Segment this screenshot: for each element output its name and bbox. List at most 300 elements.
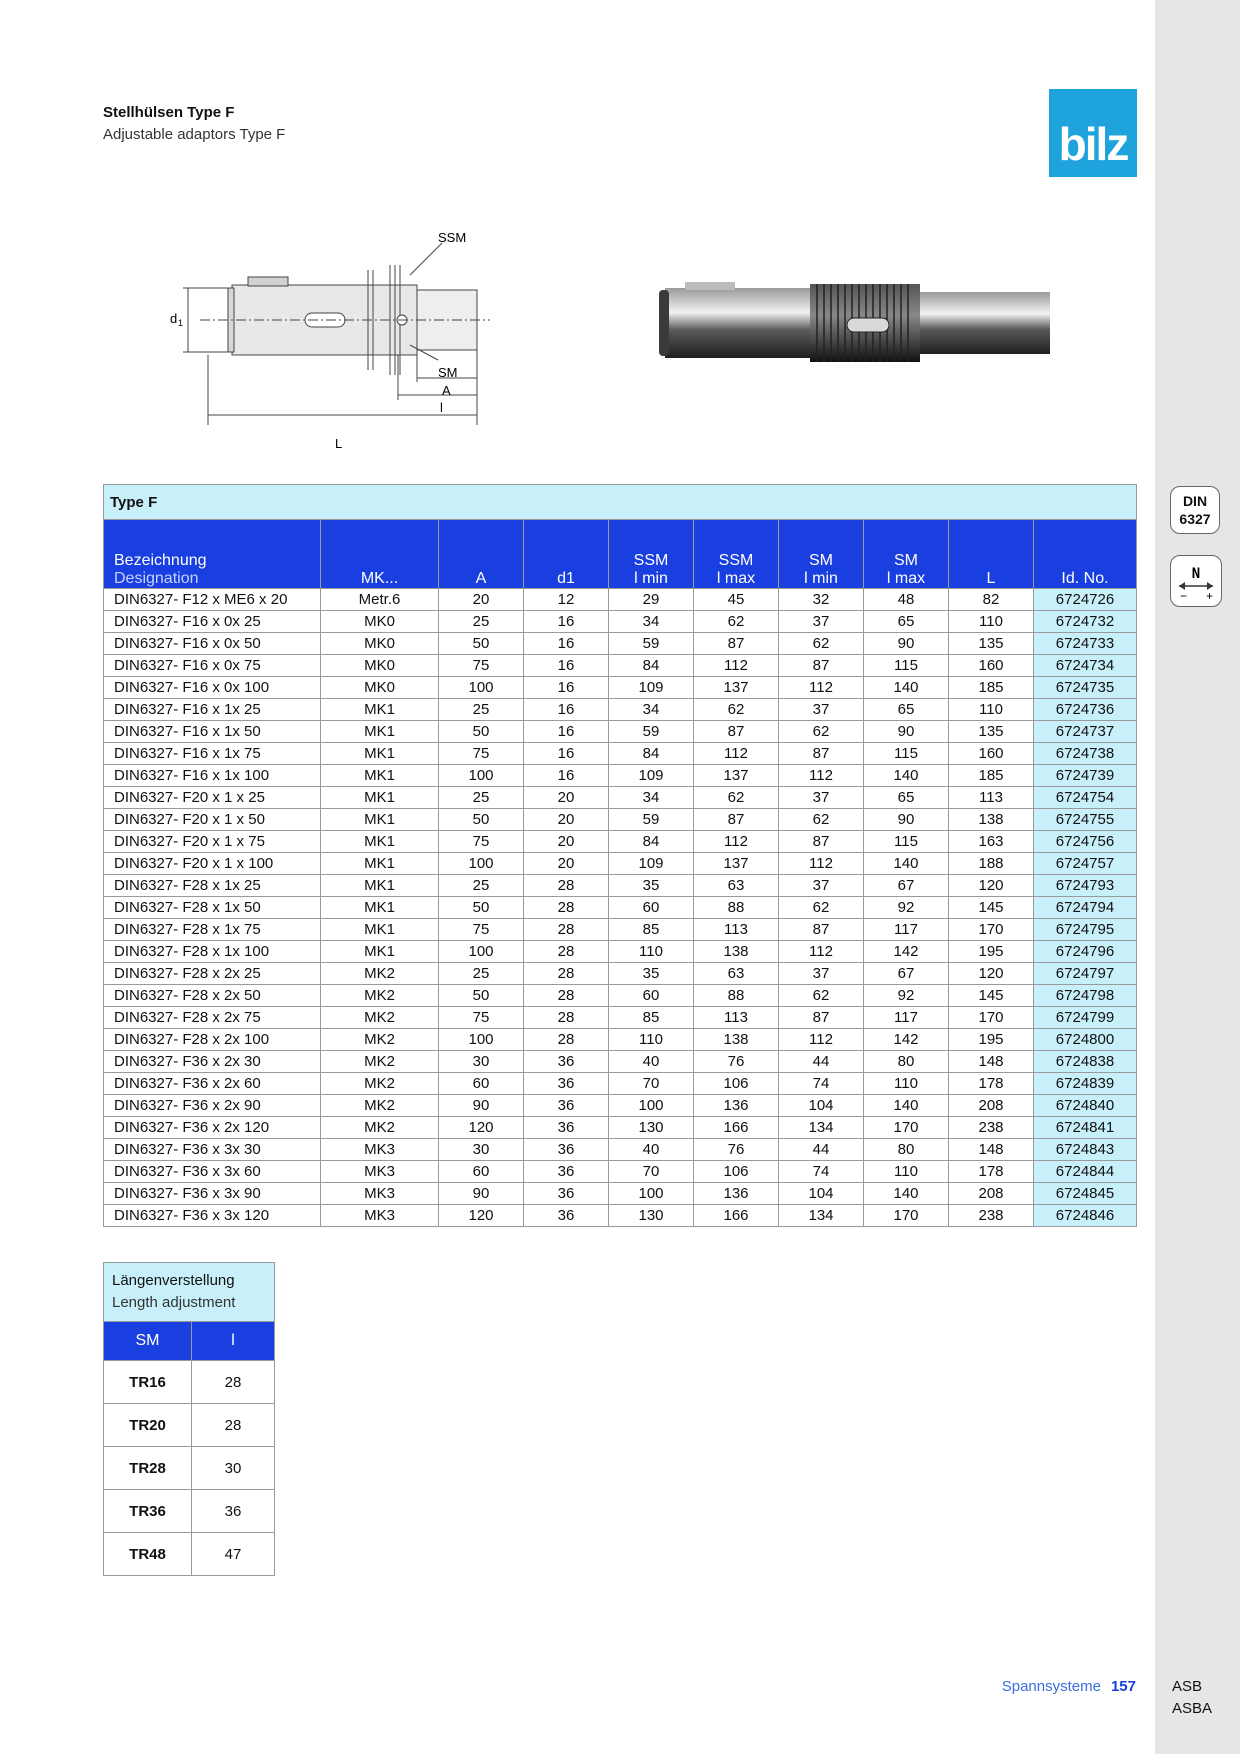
table-cell: 6724735 [1034, 677, 1137, 699]
table-cell: 170 [949, 1007, 1034, 1029]
table-cell: 16 [524, 611, 609, 633]
col-sm-lmax-top: SM [894, 552, 918, 569]
table-cell: 12 [524, 589, 609, 611]
table-cell: 238 [949, 1205, 1034, 1227]
table-cell: 208 [949, 1183, 1034, 1205]
table-cell: 106 [694, 1073, 779, 1095]
table-row [104, 721, 1137, 743]
page-number: 157 [1110, 1678, 1136, 1695]
table-cell: DIN6327- F28 x 1x 25 [104, 875, 321, 897]
table-cell: MK0 [321, 633, 439, 655]
table-cell: 75 [439, 919, 524, 941]
footer [1002, 1678, 1136, 1695]
length-l-cell: 28 [192, 1361, 275, 1404]
table-cell: 109 [609, 677, 694, 699]
table-cell: DIN6327- F16 x 0x 75 [104, 655, 321, 677]
table-cell: 140 [864, 765, 949, 787]
table-cell: 36 [524, 1161, 609, 1183]
table-cell: 90 [439, 1183, 524, 1205]
col-designation-label: Designation [114, 570, 199, 587]
col-sm-lmin-bot: l min [804, 570, 838, 587]
table-cell: 37 [779, 611, 864, 633]
length-sm-cell: TR20 [104, 1404, 192, 1447]
table-cell: 28 [524, 875, 609, 897]
table-cell: Metr.6 [321, 589, 439, 611]
table-row [104, 1205, 1137, 1227]
d1-label: d [170, 311, 178, 326]
table-cell: 120 [439, 1205, 524, 1227]
side-label-asba: ASBA [1172, 1700, 1213, 1717]
table-cell: 62 [779, 985, 864, 1007]
table-cell: 145 [949, 985, 1034, 1007]
table-cell: 166 [694, 1205, 779, 1227]
table-cell: 85 [609, 919, 694, 941]
table-cell: 85 [609, 1007, 694, 1029]
type-f-table-body [104, 589, 1137, 1227]
table-cell: 37 [779, 787, 864, 809]
page-title: Stellhülsen Type F [103, 104, 235, 121]
table-cell: 44 [779, 1139, 864, 1161]
table-cell: 136 [694, 1095, 779, 1117]
table-cell: 6724798 [1034, 985, 1137, 1007]
table-cell: DIN6327- F28 x 1x 100 [104, 941, 321, 963]
table-row [104, 1117, 1137, 1139]
table-cell: 62 [694, 611, 779, 633]
table-cell: 6724756 [1034, 831, 1137, 853]
table-cell: DIN6327- F36 x 2x 120 [104, 1117, 321, 1139]
table-row [104, 1051, 1137, 1073]
table-cell: 67 [864, 875, 949, 897]
table-row [104, 1095, 1137, 1117]
table-cell: 37 [779, 875, 864, 897]
table-cell: 6724732 [1034, 611, 1137, 633]
table-cell: 100 [439, 677, 524, 699]
table-cell: DIN6327- F20 x 1 x 50 [104, 809, 321, 831]
n-arrows-icon [1171, 556, 1221, 606]
product-photo [655, 270, 1065, 370]
table-row [104, 1161, 1137, 1183]
table-cell: 20 [439, 589, 524, 611]
table-cell: 74 [779, 1161, 864, 1183]
table-cell: 138 [694, 1029, 779, 1051]
table-cell: 185 [949, 677, 1034, 699]
table-cell: 109 [609, 765, 694, 787]
table-cell: 80 [864, 1139, 949, 1161]
table-cell: 67 [864, 963, 949, 985]
table-cell: 36 [524, 1095, 609, 1117]
d1-subscript: 1 [178, 318, 184, 328]
table-cell: 112 [779, 853, 864, 875]
table-cell: 6724841 [1034, 1117, 1137, 1139]
table-cell: 6724843 [1034, 1139, 1137, 1161]
table-cell: 63 [694, 875, 779, 897]
col-ssm-lmin-bot: l min [634, 570, 668, 587]
table-cell: 6724795 [1034, 919, 1137, 941]
table-cell: 100 [439, 765, 524, 787]
n-plus: + [1206, 589, 1214, 603]
table-cell: 62 [779, 897, 864, 919]
table-cell: 110 [949, 699, 1034, 721]
table-cell: 30 [439, 1051, 524, 1073]
table-cell: 87 [779, 743, 864, 765]
table-cell: MK1 [321, 721, 439, 743]
table-row [104, 677, 1137, 699]
table-cell: 82 [949, 589, 1034, 611]
table-cell: 37 [779, 963, 864, 985]
table-cell: DIN6327- F16 x 1x 100 [104, 765, 321, 787]
table-cell: 137 [694, 765, 779, 787]
table-cell: 195 [949, 1029, 1034, 1051]
table-cell: 92 [864, 897, 949, 919]
table-type-label: Type F [104, 485, 1137, 520]
table-cell: MK3 [321, 1139, 439, 1161]
table-cell: 16 [524, 677, 609, 699]
page-subtitle: Adjustable adaptors Type F [103, 126, 286, 143]
table-row [104, 941, 1137, 963]
length-l-cell: 28 [192, 1404, 275, 1447]
table-row [104, 699, 1137, 721]
table-cell: 65 [864, 699, 949, 721]
table-cell: 160 [949, 655, 1034, 677]
table-cell: DIN6327- F20 x 1 x 25 [104, 787, 321, 809]
length-adjustment-table [103, 1262, 275, 1576]
col-id: Id. No. [1034, 520, 1137, 589]
table-row [104, 1183, 1137, 1205]
table-cell: 112 [779, 765, 864, 787]
table-cell: DIN6327- F16 x 1x 50 [104, 721, 321, 743]
table-cell: 6724844 [1034, 1161, 1137, 1183]
table-cell: MK0 [321, 677, 439, 699]
table-cell: DIN6327- F28 x 1x 75 [104, 919, 321, 941]
table-row [104, 985, 1137, 1007]
length-l-cell: 47 [192, 1533, 275, 1576]
col-l: L [949, 520, 1034, 589]
table-cell: 25 [439, 963, 524, 985]
table-cell: 6724799 [1034, 1007, 1137, 1029]
table-cell: 84 [609, 655, 694, 677]
table-cell: 75 [439, 831, 524, 853]
table-cell: MK1 [321, 897, 439, 919]
length-title-de: Längenverstellung [112, 1272, 235, 1289]
table-cell: 87 [779, 655, 864, 677]
table-cell: 28 [524, 963, 609, 985]
length-adjustment-body [104, 1361, 275, 1576]
length-sm-cell: TR36 [104, 1490, 192, 1533]
table-cell: 110 [609, 1029, 694, 1051]
table-cell: 6724840 [1034, 1095, 1137, 1117]
table-cell: 6724793 [1034, 875, 1137, 897]
table-cell: 34 [609, 611, 694, 633]
table-cell: 6724757 [1034, 853, 1137, 875]
table-cell: 74 [779, 1073, 864, 1095]
table-cell: 50 [439, 897, 524, 919]
right-sidebar [1155, 0, 1240, 1754]
footer-section: Spannsysteme [1001, 1678, 1101, 1695]
table-cell: 137 [694, 853, 779, 875]
table-cell: MK2 [321, 1007, 439, 1029]
table-cell: DIN6327- F28 x 2x 75 [104, 1007, 321, 1029]
table-cell: 34 [609, 699, 694, 721]
table-cell: 6724845 [1034, 1183, 1137, 1205]
table-cell: 60 [439, 1073, 524, 1095]
table-cell: 138 [949, 809, 1034, 831]
table-cell: MK2 [321, 1073, 439, 1095]
table-cell: 100 [609, 1183, 694, 1205]
table-cell: 36 [524, 1051, 609, 1073]
table-cell: MK2 [321, 1117, 439, 1139]
table-cell: 80 [864, 1051, 949, 1073]
table-cell: 136 [694, 1183, 779, 1205]
table-cell: 110 [949, 611, 1034, 633]
table-row [104, 589, 1137, 611]
length-row [104, 1404, 275, 1447]
table-cell: 84 [609, 743, 694, 765]
table-cell: 120 [439, 1117, 524, 1139]
table-cell: 87 [779, 831, 864, 853]
table-cell: 29 [609, 589, 694, 611]
table-row [104, 787, 1137, 809]
length-sm-cell: TR48 [104, 1533, 192, 1576]
n-letter: N [1191, 566, 1201, 582]
table-cell: 16 [524, 699, 609, 721]
table-cell: 50 [439, 809, 524, 831]
table-cell: DIN6327- F28 x 2x 50 [104, 985, 321, 1007]
table-cell: 134 [779, 1117, 864, 1139]
table-cell: 60 [609, 985, 694, 1007]
table-cell: 16 [524, 743, 609, 765]
table-row [104, 633, 1137, 655]
table-cell: 70 [609, 1161, 694, 1183]
sm-label: SM [438, 365, 458, 380]
table-cell: DIN6327- F28 x 2x 100 [104, 1029, 321, 1051]
col-designation [104, 520, 321, 589]
table-cell: 59 [609, 809, 694, 831]
table-cell: 110 [864, 1161, 949, 1183]
table-cell: 6724796 [1034, 941, 1137, 963]
n-minus: − [1180, 589, 1188, 603]
col-ssm-lmin-top: SSM [633, 552, 669, 569]
table-cell: 59 [609, 633, 694, 655]
table-cell: DIN6327- F16 x 1x 75 [104, 743, 321, 765]
table-cell: MK3 [321, 1183, 439, 1205]
table-cell: MK2 [321, 985, 439, 1007]
table-cell: DIN6327- F16 x 1x 25 [104, 699, 321, 721]
table-cell: 50 [439, 985, 524, 1007]
table-cell: 100 [609, 1095, 694, 1117]
table-cell: 60 [439, 1161, 524, 1183]
table-cell: 37 [779, 699, 864, 721]
table-cell: 28 [524, 1007, 609, 1029]
table-cell: 6724726 [1034, 589, 1137, 611]
table-cell: 20 [524, 853, 609, 875]
table-cell: 104 [779, 1095, 864, 1117]
table-cell: 188 [949, 853, 1034, 875]
table-cell: 112 [694, 743, 779, 765]
table-row [104, 1139, 1137, 1161]
table-cell: 163 [949, 831, 1034, 853]
table-row [104, 963, 1137, 985]
table-cell: 112 [694, 655, 779, 677]
table-cell: 135 [949, 721, 1034, 743]
col-sm-lmin [779, 520, 864, 589]
table-cell: 35 [609, 875, 694, 897]
table-row [104, 853, 1137, 875]
table-cell: 6724838 [1034, 1051, 1137, 1073]
table-cell: DIN6327- F16 x 0x 50 [104, 633, 321, 655]
table-cell: MK1 [321, 787, 439, 809]
table-cell: 140 [864, 1183, 949, 1205]
table-cell: 36 [524, 1205, 609, 1227]
length-sm-cell: TR28 [104, 1447, 192, 1490]
table-cell: 62 [779, 721, 864, 743]
table-cell: 50 [439, 721, 524, 743]
table-cell: 25 [439, 875, 524, 897]
col-d1: d1 [524, 520, 609, 589]
table-cell: 6724738 [1034, 743, 1137, 765]
table-cell: 109 [609, 853, 694, 875]
length-sm-cell: TR16 [104, 1361, 192, 1404]
col-a: A [439, 520, 524, 589]
table-cell: 145 [949, 897, 1034, 919]
col-mk: MK... [321, 520, 439, 589]
table-cell: 113 [694, 919, 779, 941]
table-cell: 35 [609, 963, 694, 985]
table-cell: 142 [864, 941, 949, 963]
table-cell: 178 [949, 1073, 1034, 1095]
table-cell: DIN6327- F28 x 2x 25 [104, 963, 321, 985]
bilz-logo: bilz [1049, 89, 1137, 177]
table-cell: MK3 [321, 1205, 439, 1227]
table-cell: 6724800 [1034, 1029, 1137, 1051]
table-cell: DIN6327- F28 x 1x 50 [104, 897, 321, 919]
table-cell: MK1 [321, 853, 439, 875]
table-cell: 90 [864, 809, 949, 831]
table-cell: 148 [949, 1139, 1034, 1161]
table-cell: 112 [779, 941, 864, 963]
length-l-cell: 36 [192, 1490, 275, 1533]
table-cell: DIN6327- F36 x 3x 90 [104, 1183, 321, 1205]
length-row [104, 1490, 275, 1533]
table-cell: MK2 [321, 1029, 439, 1051]
table-cell: 88 [694, 897, 779, 919]
table-cell: 32 [779, 589, 864, 611]
table-cell: MK0 [321, 611, 439, 633]
length-row [104, 1447, 275, 1490]
table-cell: 36 [524, 1117, 609, 1139]
table-cell: 44 [779, 1051, 864, 1073]
col-ssm-lmax-top: SSM [718, 552, 754, 569]
table-cell: 134 [779, 1205, 864, 1227]
table-cell: 117 [864, 1007, 949, 1029]
table-cell: 92 [864, 985, 949, 1007]
table-cell: 90 [439, 1095, 524, 1117]
table-cell: 142 [864, 1029, 949, 1051]
side-label-asb: ASB [1172, 1678, 1203, 1695]
table-cell: 28 [524, 919, 609, 941]
table-cell: DIN6327- F16 x 0x 25 [104, 611, 321, 633]
table-cell: 87 [694, 633, 779, 655]
table-cell: 130 [609, 1205, 694, 1227]
table-row [104, 1073, 1137, 1095]
length-row [104, 1361, 275, 1404]
table-row [104, 765, 1137, 787]
col-sm-lmin-top: SM [809, 552, 833, 569]
table-cell: 88 [694, 985, 779, 1007]
table-cell: 112 [694, 831, 779, 853]
table-cell: 6724736 [1034, 699, 1137, 721]
table-cell: 110 [864, 1073, 949, 1095]
table-cell: 6724794 [1034, 897, 1137, 919]
table-cell: DIN6327- F12 x ME6 x 20 [104, 589, 321, 611]
table-cell: 87 [694, 809, 779, 831]
table-row [104, 611, 1137, 633]
table-cell: 28 [524, 1029, 609, 1051]
table-cell: 75 [439, 1007, 524, 1029]
table-cell: MK1 [321, 919, 439, 941]
table-cell: 140 [864, 1095, 949, 1117]
table-cell: 75 [439, 743, 524, 765]
table-cell: 87 [779, 1007, 864, 1029]
l-big-label: L [335, 436, 343, 451]
table-cell: 87 [779, 919, 864, 941]
table-cell: 30 [439, 1139, 524, 1161]
table-cell: 115 [864, 743, 949, 765]
table-cell: 6724734 [1034, 655, 1137, 677]
length-l-cell: 30 [192, 1447, 275, 1490]
table-cell: 20 [524, 809, 609, 831]
table-cell: 104 [779, 1183, 864, 1205]
table-cell: 208 [949, 1095, 1034, 1117]
table-cell: 16 [524, 655, 609, 677]
table-cell: 6724739 [1034, 765, 1137, 787]
din-badge-line2: 6327 [1179, 511, 1211, 527]
table-cell: MK1 [321, 831, 439, 853]
col-bezeichnung-label: Bezeichnung [114, 552, 207, 569]
table-cell: 148 [949, 1051, 1034, 1073]
table-cell: 65 [864, 611, 949, 633]
table-cell: DIN6327- F20 x 1 x 75 [104, 831, 321, 853]
table-row [104, 831, 1137, 853]
table-cell: 170 [864, 1205, 949, 1227]
table-cell: 25 [439, 787, 524, 809]
col-ssm-lmax-bot: l max [716, 570, 756, 587]
table-cell: 112 [779, 677, 864, 699]
table-cell: 113 [694, 1007, 779, 1029]
table-cell: 45 [694, 589, 779, 611]
table-cell: DIN6327- F36 x 2x 30 [104, 1051, 321, 1073]
table-cell: 60 [609, 897, 694, 919]
table-cell: MK1 [321, 875, 439, 897]
table-cell: 6724737 [1034, 721, 1137, 743]
table-cell: MK1 [321, 743, 439, 765]
table-cell: 195 [949, 941, 1034, 963]
technical-drawing [170, 230, 560, 470]
table-cell: 160 [949, 743, 1034, 765]
table-cell: 28 [524, 897, 609, 919]
length-adjustment-title [104, 1263, 275, 1322]
table-cell: DIN6327- F36 x 2x 60 [104, 1073, 321, 1095]
table-row [104, 875, 1137, 897]
table-cell: 25 [439, 699, 524, 721]
length-row [104, 1533, 275, 1576]
table-cell: 90 [864, 721, 949, 743]
table-row [104, 897, 1137, 919]
table-cell: 6724797 [1034, 963, 1137, 985]
table-row [104, 1029, 1137, 1051]
col-ssm-lmax [694, 520, 779, 589]
table-cell: MK2 [321, 1095, 439, 1117]
table-cell: 106 [694, 1161, 779, 1183]
